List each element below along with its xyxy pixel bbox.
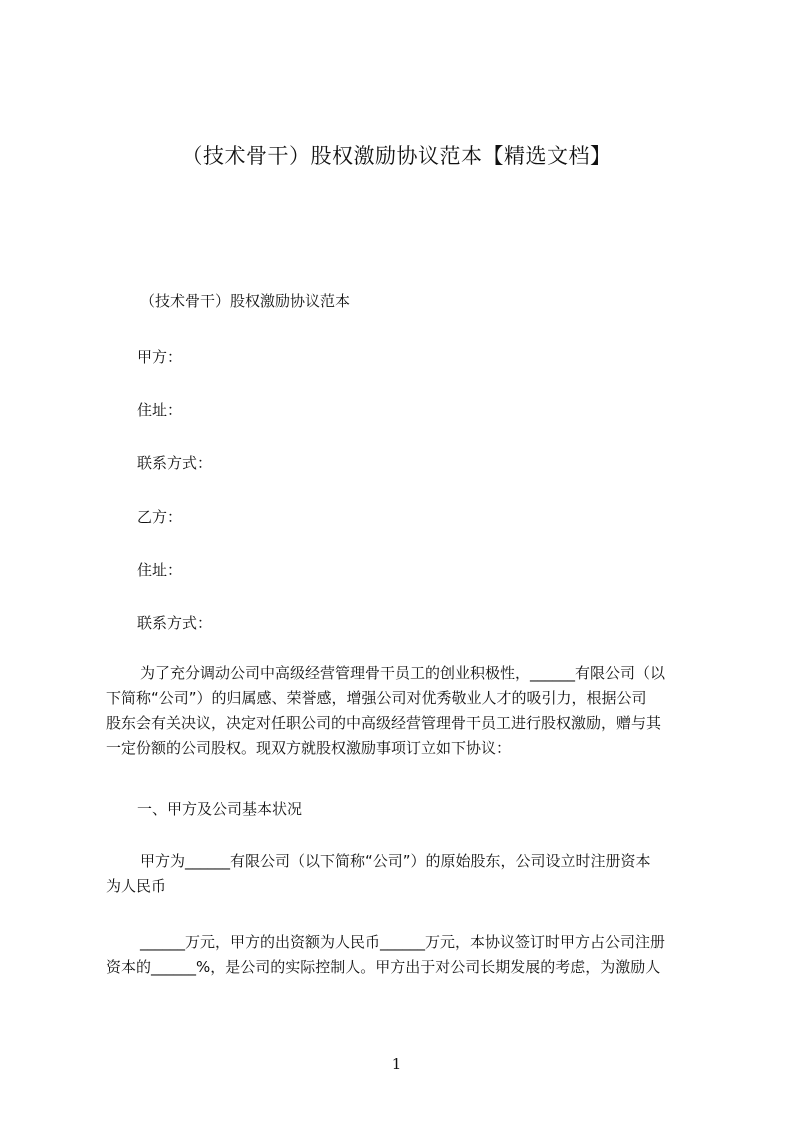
party-b-contact-label: 联系方式： <box>137 614 213 632</box>
party-a-label: 甲方： <box>137 348 183 366</box>
intro-line-1: 为了充分调动公司中高级经营管理骨干员工的创业积极性，______有限公司（以 <box>140 664 666 682</box>
intro-line-2: 下简称“公司”）的归属感、荣誉感，增强公司对优秀敬业人才的吸引力，根据公司 <box>106 689 647 707</box>
party-a-contact-label: 联系方式： <box>137 454 213 472</box>
document-title: （技术骨干）股权激励协议范本【精选文档】 <box>181 144 612 168</box>
page-number: 1 <box>391 1055 402 1073</box>
agreement-subtitle: （技术骨干）股权激励协议范本 <box>140 292 351 310</box>
section1-paragraph-2 <box>106 930 701 980</box>
section1-para2-line-1: ______万元，甲方的出资额为人民币______万元，本协议签订时甲方占公司注册 <box>140 933 666 951</box>
section-heading: 一、甲方及公司基本状况 <box>137 800 303 818</box>
section1-paragraph-1 <box>106 849 701 899</box>
intro-line-4: 一定份额的公司股权。现双方就股权激励事项订立如下协议： <box>106 739 512 757</box>
party-b-label: 乙方： <box>137 508 183 526</box>
intro-paragraph <box>106 661 701 761</box>
section1-para1-line-2: 为人民币 <box>106 877 167 895</box>
intro-line-3: 股东会有关决议，决定对任职公司的中高级经营管理骨干员工进行股权激励，赠与其 <box>106 714 662 732</box>
party-a-address-label: 住址： <box>137 401 183 419</box>
section1-para1-line-1: 甲方为______有限公司（以下简称“公司”）的原始股东，公司设立时注册资本 <box>140 852 651 870</box>
section1-para2-line-2: 资本的______%，是公司的实际控制人。甲方出于对公司长期发展的考虑，为激励人 <box>106 958 661 976</box>
party-b-address-label: 住址： <box>137 561 183 579</box>
